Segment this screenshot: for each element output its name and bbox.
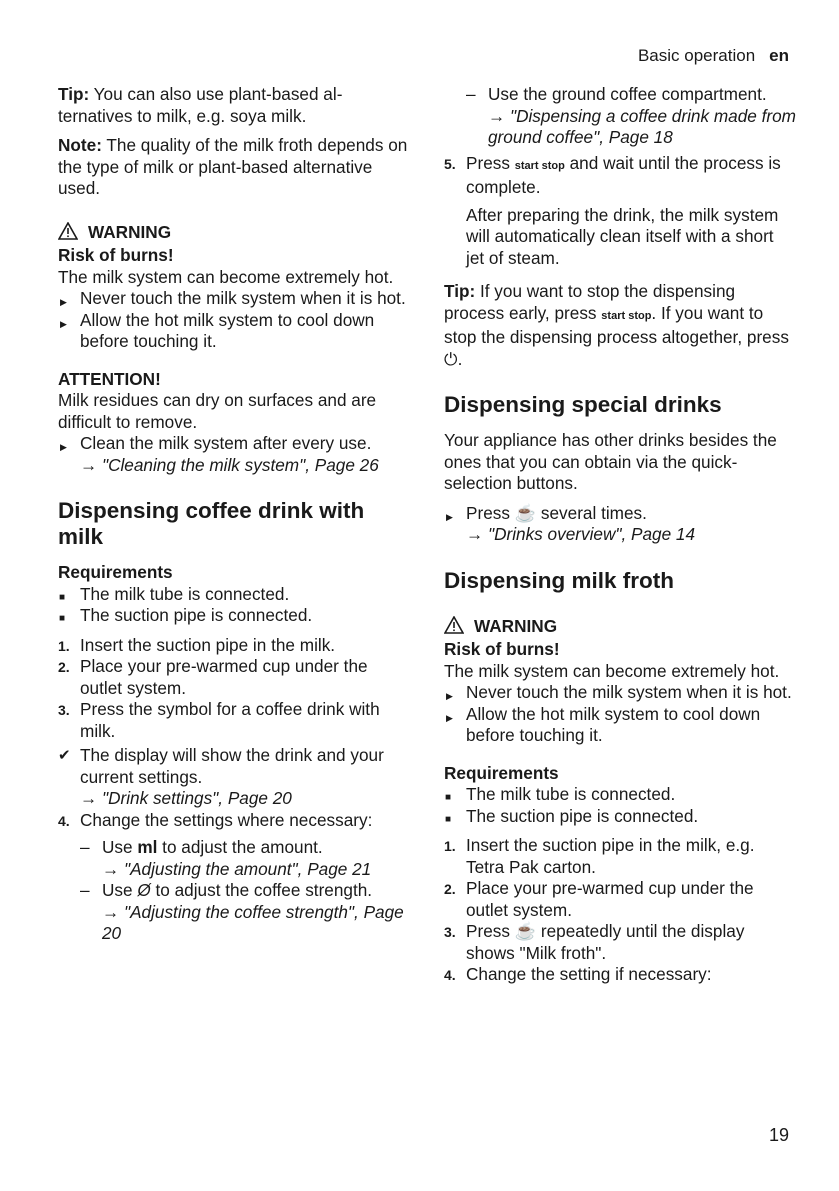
tip-paragraph — [58, 84, 408, 127]
warning-block — [444, 616, 796, 747]
section-name: Basic operation — [637, 46, 756, 65]
list-item: ■ The milk tube is connected. — [444, 784, 796, 806]
tip-label: Tip: — [444, 281, 476, 301]
list-item: ■ The milk tube is connected. — [58, 584, 408, 606]
sub-item: – Use the ground coffee compartment. → "Dispensing a coffee drink made from ground coffee", Page 18 — [466, 84, 796, 149]
tip-text: You can also use plant-based alternatives to milk, e.g. soya milk. — [58, 84, 343, 126]
section-heading: Dispensing milk froth — [444, 567, 675, 593]
special-drinks-text: Your appliance has other drinks besides the ones that you can obtain via the quick-selection buttons. — [444, 430, 777, 493]
cross-reference: → "Dispensing a coffee drink made from ground coffee", Page 18 — [488, 105, 796, 147]
page-header — [638, 46, 789, 66]
page-number: 19 — [768, 1125, 789, 1145]
sub-item: – Use ml to adjust the amount. → "Adjusting the amount", Page 21 — [80, 837, 408, 880]
start-stop-icon: start stop — [514, 159, 565, 172]
step-item: 5. Press start stop and wait until the process is complete. After preparing the drink, the milk system will automatically clean itself with a short jet of steam. — [444, 153, 796, 270]
cross-reference: → "Adjusting the amount", Page 21 — [102, 858, 372, 879]
attention-title: ATTENTION! — [58, 368, 161, 389]
note-paragraph — [58, 135, 408, 200]
warning-triangle-icon — [58, 222, 78, 246]
warning-title: WARNING — [88, 221, 172, 242]
section-heading: Dispensing coffee drink with milk — [58, 498, 365, 549]
step-item: 3. Press the symbol for a coffee drink with milk. — [58, 699, 380, 741]
warning-title: WARNING — [474, 615, 558, 636]
list-item: ▶ Allow the hot milk system to cool down before touching it. — [58, 310, 408, 353]
cross-reference: → "Cleaning the milk system", Page 26 — [80, 454, 379, 475]
right-column — [444, 84, 796, 986]
attention-text: Milk residues can dry on surfaces and are difficult to remove. — [58, 390, 377, 432]
requirements-heading: Requirements — [444, 762, 559, 783]
cross-reference: → "Drinks overview", Page 14 — [466, 524, 696, 544]
step-item: 2. Place your pre-warmed cup under the outlet system. — [444, 878, 754, 920]
cross-reference: → "Drink settings", Page 20 — [80, 788, 292, 808]
warning-subtitle: Risk of burns! — [444, 639, 560, 659]
list-item: ▶ Never touch the milk system when it is hot. — [58, 288, 408, 310]
requirements-heading: Requirements — [58, 562, 173, 582]
list-item: ▶ Clean the milk system after every use. → "Cleaning the milk system", Page 26 — [58, 433, 408, 476]
coffee-strength-icon: Ø — [137, 880, 151, 900]
cross-reference: → "Adjusting the coffee strength", Page 20 — [102, 901, 404, 943]
warning-text: The milk system can become extremely hot. — [58, 266, 394, 287]
ml-icon: ml — [137, 837, 158, 857]
sub-item: – Use Ø to adjust the coffee strength. → "Adjusting the coffee strength", Page 20 — [80, 880, 408, 945]
warning-triangle-icon — [444, 616, 464, 640]
list-item: ■ The suction pipe is connected. — [58, 605, 408, 627]
drinks-menu-icon: ☕ — [514, 502, 537, 523]
check-icon: ✔ — [58, 747, 71, 764]
power-icon: ⏻ — [444, 348, 458, 369]
step-item: 1. Insert the suction pipe in the milk, e.g. Tetra Pak carton. — [444, 835, 755, 877]
warning-block — [58, 222, 408, 353]
language-code: en — [769, 46, 789, 65]
step-item: 2. Place your pre-warmed cup under the outlet system. — [58, 656, 368, 698]
attention-block — [58, 369, 408, 477]
step-note: After preparing the drink, the milk system will automatically clean itself with a short jet of steam. — [466, 204, 779, 268]
warning-subtitle: Risk of burns! — [58, 245, 174, 265]
step-item: 4. Change the settings where necessary: – Use ml to adjust the amount. → "Adjusting the amount", Page 21 – Use Ø to adjust the coffee strength. → "Adjusting the coffee strength", Page 20 — [58, 810, 408, 945]
list-item: ▶ Allow the hot milk system to cool down before touching it. — [444, 704, 796, 747]
note-label: Note: — [58, 135, 102, 155]
tip-label: Tip: — [58, 84, 90, 104]
left-column — [58, 84, 408, 945]
drinks-menu-icon: ☕ — [514, 921, 537, 941]
list-item: ▶ Never touch the milk system when it is hot. — [444, 682, 796, 704]
step-item: 4. Change the setting if necessary: — [444, 964, 712, 984]
list-item: ▶ Press ☕ several times. → "Drinks overview", Page 14 — [444, 503, 796, 546]
warning-text: The milk system can become extremely hot. — [444, 660, 780, 681]
tip-paragraph: Tip: If you want to stop the dispensing process early, press start stop. If you want to stop the dispensing process altogether, press ⏻. — [444, 281, 789, 369]
note-text: The quality of the milk froth depends on the type of milk or plant-based alternative used. — [58, 135, 408, 198]
step-item: 3. Press ☕ repeatedly until the display shows "Milk froth". — [444, 921, 745, 963]
start-stop-icon: start stop — [601, 309, 652, 322]
list-item: ■ The suction pipe is connected. — [444, 806, 796, 828]
section-heading: Dispensing special drinks — [444, 392, 722, 417]
result-item: ✔ The display will show the drink and your current settings. → "Drink settings", Page 20 — [58, 745, 408, 810]
step-item: 1. Insert the suction pipe in the milk. — [58, 634, 336, 655]
